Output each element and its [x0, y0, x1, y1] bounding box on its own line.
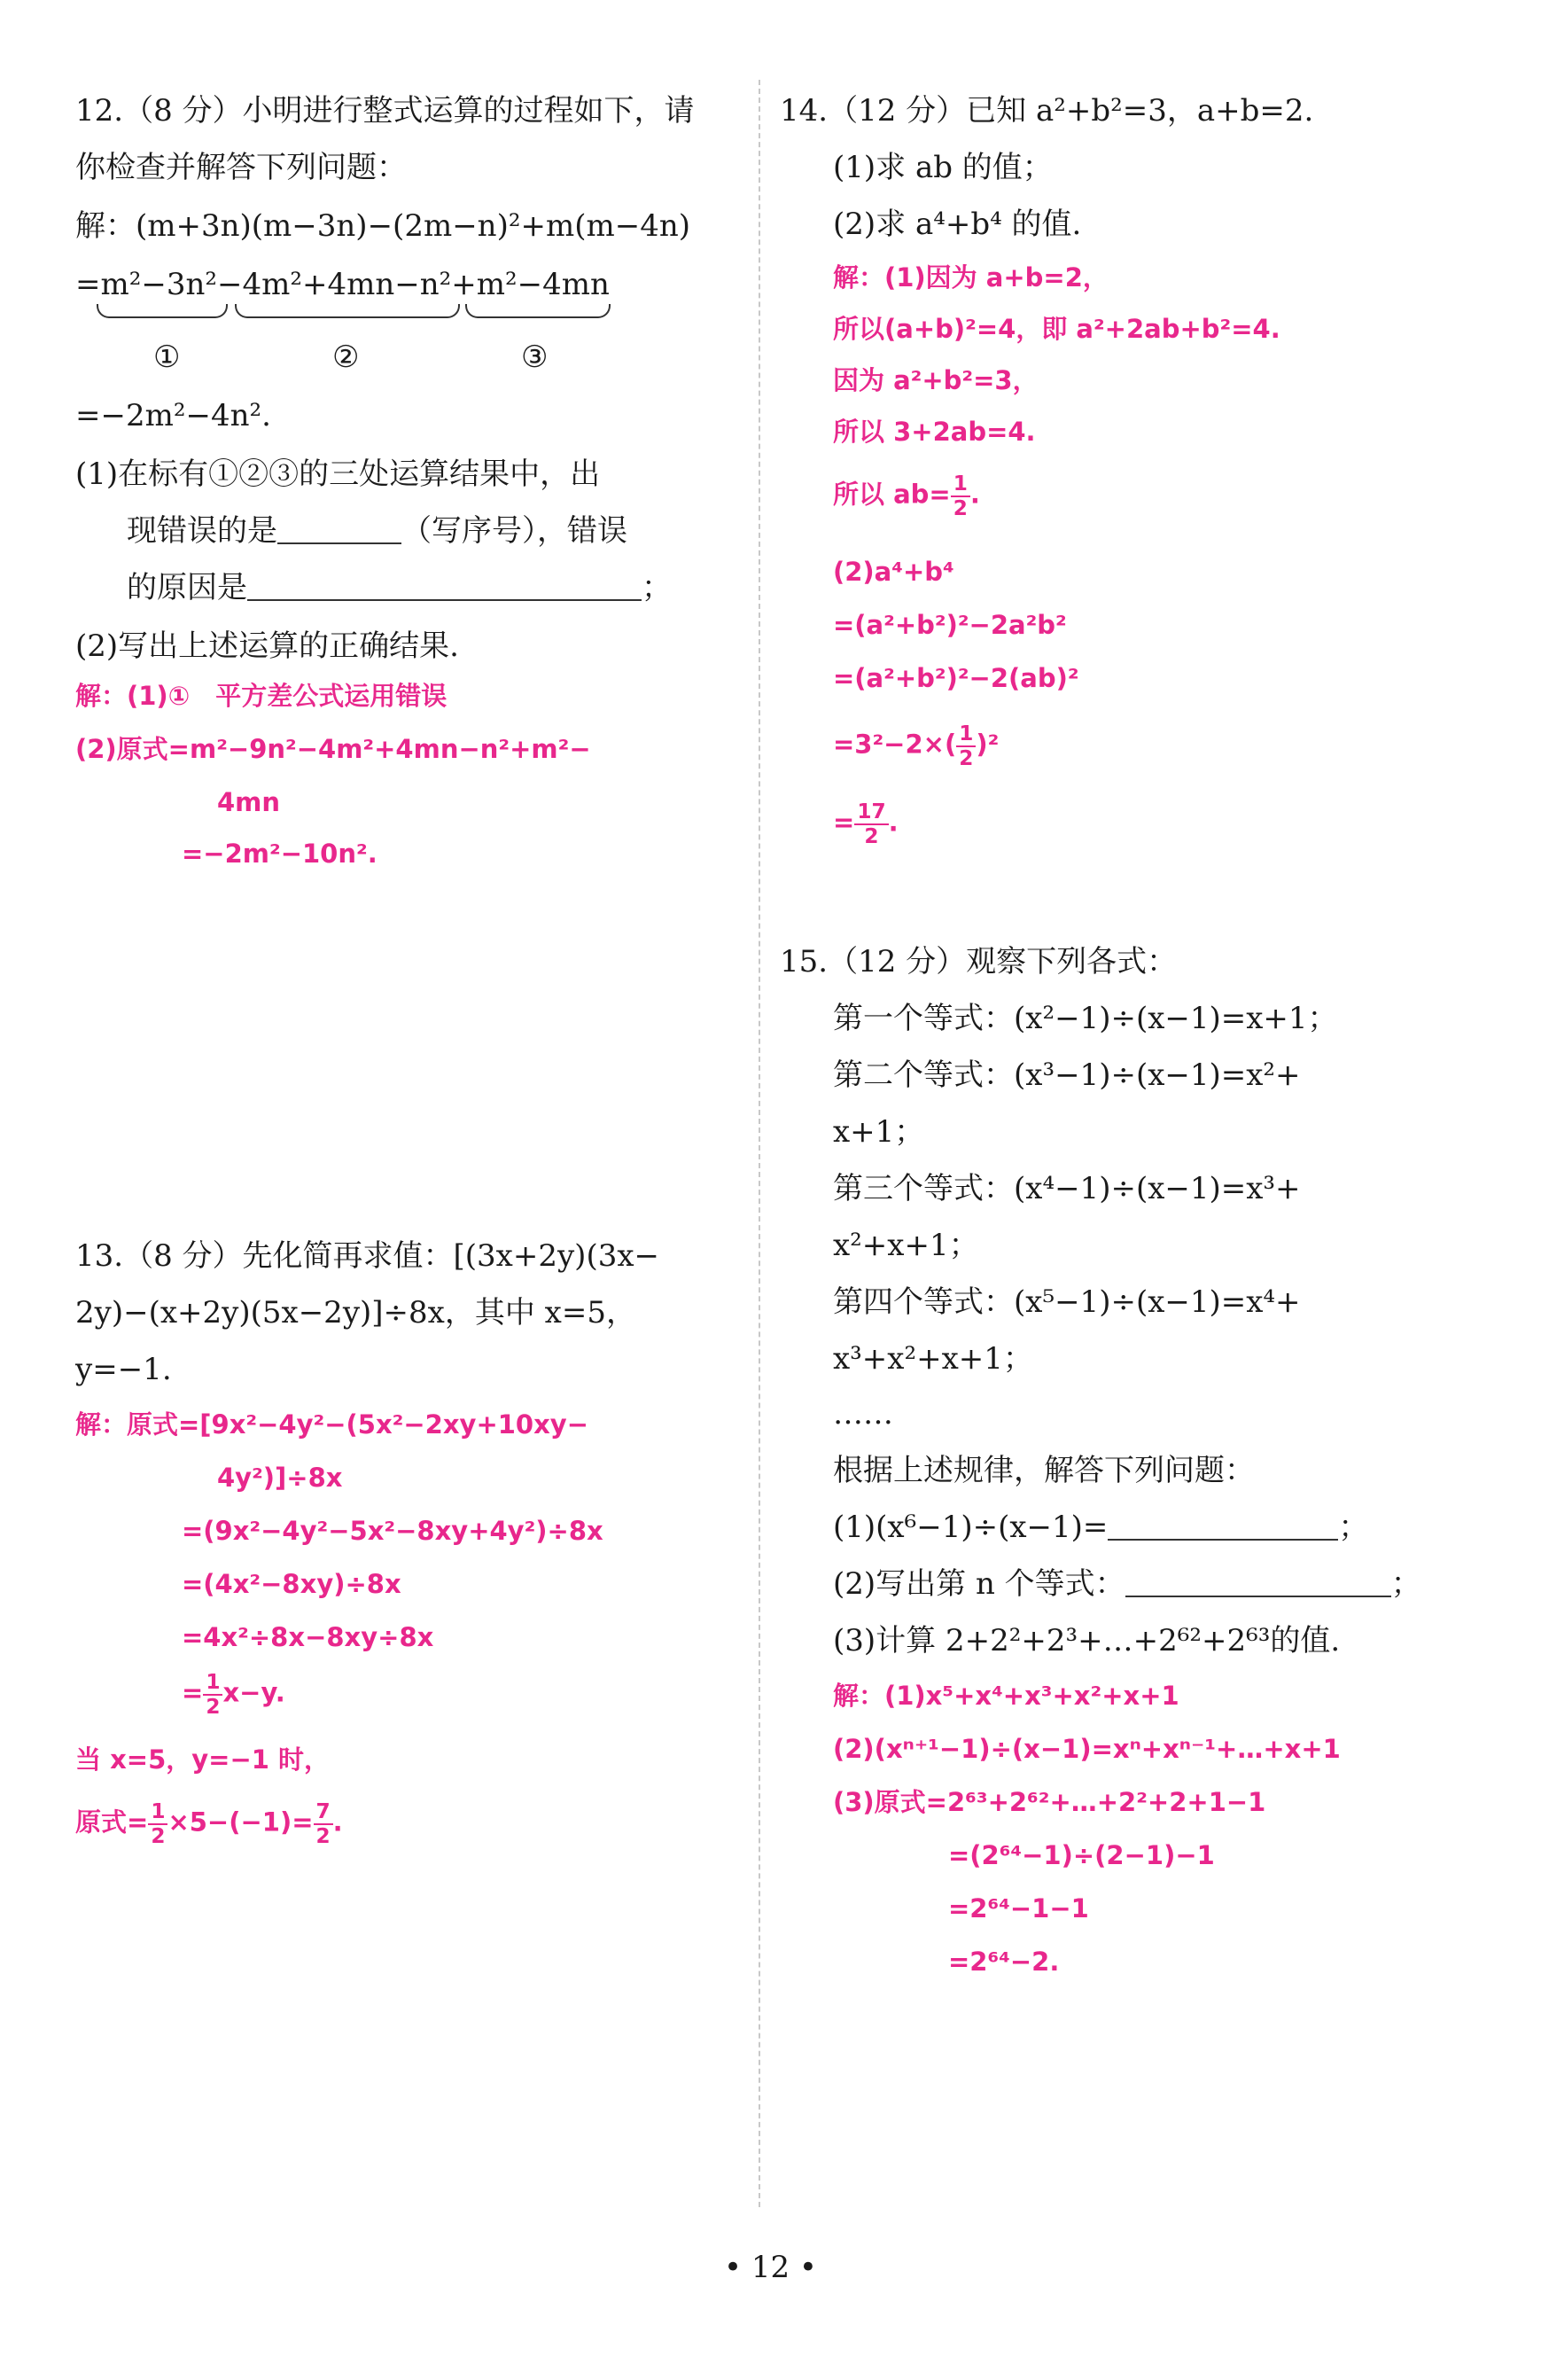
q13-header: 13.（8 分）先化简再求值：[(3x+2y)(3x− [75, 1238, 659, 1274]
q15-header: 15.（12 分）观察下列各式： [780, 944, 1178, 979]
q13-answer-6 [182, 1671, 285, 1718]
q12-part1-c [127, 568, 672, 607]
q12-blank-1[interactable] [277, 516, 401, 544]
q15-equation-3b: x²+x+1； [833, 1228, 979, 1263]
q14-answer-5 [833, 472, 980, 519]
q14-a5-den: 2 [953, 496, 968, 520]
q13-line2: 2y)−(x+2y)(5x−2y)]÷8x，其中 x=5， [75, 1295, 636, 1330]
q15-answer-4: =(2⁶⁴−1)÷(2−1)−1 [948, 1840, 1215, 1870]
q12-brace-2 [235, 304, 460, 318]
q12-marker-3: ③ [521, 339, 549, 375]
q13-a6-pre: = [182, 1677, 204, 1708]
q12-part2: (2)写出上述运算的正确结果. [75, 628, 459, 664]
q13-a6-fraction [203, 1671, 222, 1718]
q15-answer-2: (2)(xⁿ⁺¹−1)÷(x−1)=xⁿ+xⁿ⁻¹+…+x+1 [833, 1734, 1341, 1764]
q13-a8-post: . [332, 1806, 343, 1838]
q14-part1: (1)求 ab 的值； [833, 150, 1053, 185]
q13-a8-fraction-2 [314, 1800, 333, 1847]
q15-answer-6: =2⁶⁴−2. [948, 1947, 1060, 1977]
q15-equation-2a: 第二个等式：(x³−1)÷(x−1)=x²+ [833, 1057, 1301, 1093]
q14-a5-post: . [969, 479, 980, 510]
q15-equation-2b: x+1； [833, 1114, 925, 1150]
q12-answer-2c: =−2m²−10n². [182, 839, 377, 869]
q12-term-1: =m²−3n² [75, 267, 218, 302]
q13-a8-den2: 2 [315, 1823, 331, 1848]
q14-a5-num: 1 [951, 472, 970, 497]
q13-answer-8 [75, 1800, 343, 1847]
q13-answer-3: =(9x²−4y²−5x²−8xy+4y²)÷8x [182, 1516, 603, 1546]
q12-marker-2: ② [332, 339, 360, 375]
q15-answer-5: =2⁶⁴−1−1 [948, 1893, 1089, 1924]
q12-answer-2b: 4mn [217, 787, 281, 817]
q12-part1-b-post: （写序号），错误 [401, 513, 627, 549]
q15-part1-end: ； [1338, 1510, 1369, 1545]
q15-equation-1: 第一个等式：(x²−1)÷(x−1)=x+1； [833, 1001, 1338, 1036]
q12-answer-1: 解：(1)① 平方差公式运用错误 [75, 681, 448, 711]
q15-answer-1: 解：(1)x⁵+x⁴+x³+x²+x+1 [833, 1681, 1179, 1711]
q15-part2 [833, 1565, 1421, 1604]
q12-blank-2[interactable] [247, 573, 642, 601]
page-number: • 12 • [724, 2250, 817, 2285]
q15-equation-4a: 第四个等式：(x⁵−1)÷(x−1)=x⁴+ [833, 1284, 1301, 1320]
q14-b5-post: . [888, 807, 899, 838]
q12-answer-2a: (2)原式=m²−9n²−4m²+4mn−n²+m²− [75, 734, 591, 764]
q14-b5-den: 2 [864, 823, 879, 848]
q14-b5-num: 17 [854, 800, 888, 825]
q14-b4-num: 1 [956, 722, 976, 747]
q15-part3: (3)计算 2+2²+2³+…+2⁶²+2⁶³的值. [833, 1623, 1341, 1658]
q14-b4-pre: =3²−2×( [833, 729, 957, 760]
q15-part1 [833, 1508, 1368, 1547]
q14-b4-post: )² [976, 729, 1000, 760]
q12-part1-c-end: ； [642, 570, 672, 605]
q15-part2-end: ； [1390, 1566, 1421, 1602]
q13-a8-num2: 7 [314, 1800, 333, 1825]
q15-blank-2[interactable] [1125, 1569, 1391, 1597]
q13-line3: y=−1. [75, 1352, 172, 1387]
q13-a6-num: 1 [203, 1671, 222, 1696]
q14-answer-b3: =(a²+b²)²−2(ab)² [833, 663, 1079, 693]
q12-term-3: +m²−4mn [451, 267, 610, 302]
q15-rule: 根据上述规律，解答下列问题： [833, 1453, 1255, 1488]
q12-marker-1: ① [153, 339, 181, 375]
q15-blank-1[interactable] [1108, 1512, 1338, 1541]
q12-line2: 你检查并解答下列问题： [75, 150, 407, 185]
q13-a6-den: 2 [206, 1694, 221, 1719]
q13-answer-1: 解：原式=[9x²−4y²−(5x²−2xy+10xy− [75, 1409, 589, 1440]
q13-a6-post: x−y. [222, 1677, 285, 1708]
q14-b4-den: 2 [959, 745, 974, 770]
q14-answer-1: 解：(1)因为 a+b=2， [833, 262, 1109, 293]
q13-a8-num1: 1 [148, 1800, 167, 1825]
q12-brace-1 [97, 304, 228, 318]
q15-equation-4b: x³+x²+x+1； [833, 1341, 1033, 1377]
q14-b4-fraction [956, 722, 976, 769]
q12-header: 12.（8 分）小明进行整式运算的过程如下，请 [75, 93, 695, 129]
q13-a8-den1: 2 [151, 1823, 166, 1848]
q14-a5-fraction [951, 472, 970, 519]
q13-answer-5: =4x²÷8x−8xy÷8x [182, 1622, 434, 1652]
q14-answer-3: 因为 a²+b²=3， [833, 365, 1039, 395]
q12-part1-b-pre: 现错误的是 [127, 513, 277, 549]
q13-answer-7: 当 x=5，y=−1 时， [75, 1744, 331, 1775]
q15-part2-text: (2)写出第 n 个等式： [833, 1566, 1125, 1602]
q12-solution-line3: =−2m²−4n². [75, 398, 271, 433]
q12-solution-line2 [75, 265, 610, 304]
q14-b5-fraction [854, 800, 888, 847]
q15-equation-3a: 第三个等式：(x⁴−1)÷(x−1)=x³+ [833, 1171, 1301, 1206]
q12-solution-line1: 解：(m+3n)(m−3n)−(2m−n)²+m(m−4n) [75, 208, 690, 244]
q13-answer-2: 4y²)]÷8x [217, 1463, 343, 1493]
column-divider [759, 80, 760, 2207]
q14-b5-pre: = [833, 807, 855, 838]
q15-ellipsis: …… [833, 1396, 893, 1432]
q12-term-2: −4m²+4mn−n² [217, 267, 452, 302]
q14-part2: (2)求 a⁴+b⁴ 的值. [833, 207, 1082, 242]
q13-answer-4: =(4x²−8xy)÷8x [182, 1569, 401, 1599]
q14-answer-b2: =(a²+b²)²−2a²b² [833, 610, 1067, 640]
q12-part1-a: (1)在标有①②③的三处运算结果中，出 [75, 456, 601, 492]
q12-part1-c-text: 的原因是 [127, 570, 247, 605]
q13-a8-mid: ×5−(−1)= [167, 1806, 314, 1838]
q12-brace-3 [465, 304, 611, 318]
q15-part1-text: (1)(x⁶−1)÷(x−1)= [833, 1510, 1109, 1545]
q13-a8-fraction-1 [148, 1800, 167, 1847]
q14-answer-4: 所以 3+2ab=4. [833, 417, 1036, 447]
q12-part1-b [127, 511, 627, 550]
q14-answer-b4 [833, 722, 999, 769]
q13-a8-pre: 原式= [75, 1806, 149, 1838]
q14-answer-b1: (2)a⁴+b⁴ [833, 557, 954, 587]
q14-header: 14.（12 分）已知 a²+b²=3，a+b=2. [780, 93, 1314, 129]
q14-answer-b5 [833, 800, 899, 847]
q14-a5-pre: 所以 ab= [833, 479, 951, 510]
q15-answer-3: (3)原式=2⁶³+2⁶²+…+2²+2+1−1 [833, 1787, 1266, 1817]
q14-answer-2: 所以(a+b)²=4，即 a²+2ab+b²=4. [833, 314, 1280, 344]
